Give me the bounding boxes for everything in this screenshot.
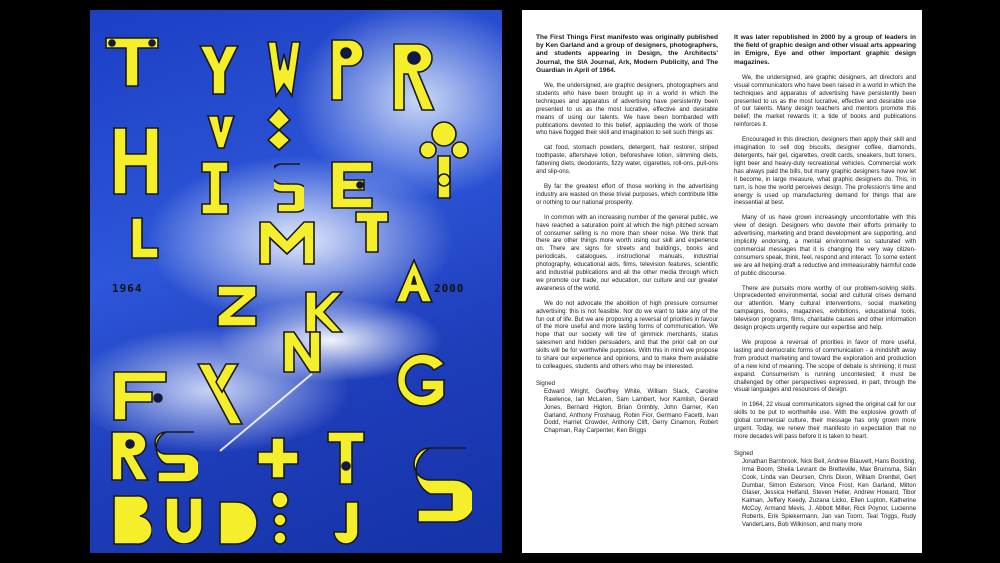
letter-m-glyph bbox=[258, 220, 316, 266]
letter-d-glyph bbox=[218, 500, 258, 546]
letter-r2-glyph bbox=[110, 430, 150, 482]
letter-t2-glyph bbox=[354, 210, 390, 254]
letter-t3-glyph bbox=[326, 430, 366, 486]
paragraph: In 1964, 22 visual communicators signed the original call for our skills to be put to worthwhile use. With the explosive growth of global commercial culture, their message has only grown more urgent. Today, we renew their manifesto in expectation that no more decades will pass before it is taken to heart. bbox=[734, 401, 916, 440]
letter-n-glyph bbox=[282, 330, 322, 374]
paragraph: We, the undersigned, are graphic designers, photographers and students who have been brought up in a world in which the techniques and apparatus of advertising have persistently been presented to us as the most lucrative, effective and desirable means of using our talents. We have been bombarded with publications devoted to this belief, applauding the work of those who have flogged their skill and imagination to sell such things as: bbox=[536, 82, 718, 137]
letter-j-glyph bbox=[330, 500, 360, 546]
letter-b-glyph bbox=[112, 494, 152, 546]
letter-backslash-glyph bbox=[196, 362, 244, 426]
letter-k-glyph bbox=[304, 290, 344, 334]
manifesto-2000-column bbox=[734, 34, 916, 529]
letter-h-glyph bbox=[112, 126, 160, 196]
paragraph: We do not advocate the abolition of high pressure consumer advertising: this is not feasible. Nor do we want to take any of the fun out of life. But we are proposing a reversal of priorities in favour of the more useful and more lasting forms of communication. We hope that our society will tire of gimmick merchants, status salesmen and hidden persuaders, and that the prior call on our skills will be for worthwhile purposes. With this in mind we propose to share our experience and opinions, and to make them available to colleagues, students and others who may be interested. bbox=[536, 299, 718, 371]
manifesto-page bbox=[522, 10, 922, 553]
letter-fancy-glyph bbox=[414, 120, 474, 200]
letter-f-glyph bbox=[112, 370, 168, 422]
signed-label: Signed bbox=[536, 379, 555, 387]
letter-a-glyph bbox=[394, 258, 434, 304]
paragraph: In common with an increasing number of the general public, we have reached a saturation point at which the high pitched scream of consumer selling is no more than sheer noise. We think that there are other things more worth using our skill and experience on. There are signs for streets and buildings, books and periodicals, catalogues, instructional manuals, industrial photography, educational aids, films, television features, scientific and industrial publications and all the other media through which we promote our trade, our education, our culture and our greater awareness of the world. bbox=[536, 213, 718, 292]
paragraph: cat food, stomach powders, detergent, hair restorer, striped toothpaste, aftershave lotion, beforeshave lotion, slimming diets, fattening diets, deodorants, fizzy water, cigarettes, roll-ons, pull-ons and slip-ons. bbox=[536, 144, 718, 176]
intro-1964: The First Things First manifesto was originally published by Ken Garland and a group of designers, photographers, and students appearing in Design, the Architects' Journal, the SIA Journal, Ark, Modern Publicity, and The Guardian in April of 1964. bbox=[536, 34, 718, 74]
letter-s3-glyph bbox=[412, 440, 472, 530]
signatories-2000: Jonathan Barnbrook, Nick Bell, Andrew Blauvelt, Hans Bockting, Irma Boom, Sheila Levrant de Bretteville, Max Bruinsma, Siân Cook, Linda van Deursen, Chris Dixon, William Drenttel, Gert Dumbar, Simon Esterson, Vince Frost, Ken Garland, Milton Glaser, Jessica Helfand, Steven Heller, Andrew Howard, Tibor Kalman, Jeffery Keedy, Zuzana Licko, Ellen Lupton, Katherine McCoy, Armand Mevis, J. Abbott Miller, Rick Poynor, Lucienne Roberts, Erik Spiekermann, Jan van Toorn, Teal Triggs, Rudy VanderLans, Bob Wilkinson, and many more bbox=[742, 457, 916, 529]
paragraph: Encouraged in this direction, designers then apply their skill and imagination to sell dog biscuits, designer coffee, diamonds, detergents, hair gel, cigarettes, credit cards, sneakers, butt toners, light beer and heavy-duty recreational vehicles. Commercial work has always paid the bills, but many graphic designers have now let it become, in large measure, what graphic designers do. This, in turn, is how the world perceives design. The profession's time and energy is used up manufacturing demand for things that are inessential at best. bbox=[734, 136, 916, 207]
letter-z-glyph bbox=[216, 284, 258, 328]
paragraph: We, the undersigned, are graphic designers, art directors and visual communicators who have been raised in a world in which the techniques and apparatus of advertising have persistently been presented to us as the most lucrative, effective and desirable use of our talents. Many design teachers and mentors promote this belief; the market rewards it; a tide of books and publications reinforces it. bbox=[734, 73, 916, 129]
letter-x-glyph bbox=[266, 106, 292, 152]
paragraph: We propose a reversal of priorities in favor of more useful, lasting and democratic forms of communication - a mindshift away from product marketing and toward the exploration and production of a new kind of meaning. The scope of debate is shrinking; it must expand. Consumerism is running uncontested; it must be challenged by other perspectives expressed, in part, through the visual languages and resources of design. bbox=[734, 339, 916, 394]
letter-g-glyph bbox=[388, 350, 448, 410]
signed-label: Signed bbox=[734, 449, 753, 457]
letter-cross-glyph bbox=[256, 436, 300, 480]
poster bbox=[90, 10, 502, 553]
letter-v-glyph bbox=[206, 114, 236, 150]
letter-p-glyph bbox=[328, 38, 364, 102]
paragraph: There are pursuits more worthy of our problem-solving skills. Unprecedented environmental, social and cultural crises demand our attention. Many cultural interventions, social marketing campaigns, books, magazines, exhibitions, educational tools, television programs, films, charitable causes and other information design projects urgently require our expertise and help. bbox=[734, 284, 916, 332]
year-2000: 2000 bbox=[434, 282, 465, 295]
letter-r-glyph bbox=[390, 42, 438, 112]
letter-y-glyph bbox=[198, 44, 240, 96]
signatories-1964: Edward Wright, Geoffrey White, William Slack, Caroline Rawlence, Ian McLaren, Sam Lambert, Ivor Kamlish, Gerald Jones, Bernard Higton, Brian Grimbly, John Garner, Ken Garland, Anthony Froshaug, Robin Fior, Germano Facetti, Ivan Dodd, Harriet Crowder, Anthony Clift, Gerry Cinamon, Robert Chapman, Ray Carpenter, Ken Briggs bbox=[544, 387, 718, 435]
letter-i-glyph bbox=[198, 160, 232, 216]
letter-w-glyph bbox=[266, 40, 302, 98]
intro-2000: It was later republished in 2000 by a group of leaders in the field of graphic design and other visual arts appearing in Emigre, Eye and other important graphic design magazines. bbox=[734, 34, 916, 66]
paragraph: Many of us have grown increasingly uncomfortable with this view of design. Designers who devote their efforts primarily to advertising, marketing and brand development are supporting, and implicitly endorsing, a mental environment so saturated with commercial messages that it is changing the very way citizen-consumers speak, think, feel, respond and interact. To some extent we are all helping draft a reductive and immeasurably harmful code of public discourse. bbox=[734, 214, 916, 277]
letter-t-glyph bbox=[104, 36, 160, 88]
letter-s-glyph bbox=[274, 160, 304, 216]
manifesto-1964-column bbox=[536, 34, 718, 435]
paragraph: By far the greatest effort of those working in the advertising industry are wasted on these trivial purposes, which contribute little or nothing to our national prosperity. bbox=[536, 182, 718, 206]
letter-l-glyph bbox=[130, 216, 160, 260]
letter-e-glyph bbox=[330, 160, 374, 210]
letter-s2-glyph bbox=[154, 428, 198, 486]
year-1964: 1964 bbox=[112, 282, 143, 295]
letter-dot-glyph bbox=[266, 490, 294, 546]
letter-u-glyph bbox=[164, 496, 204, 544]
